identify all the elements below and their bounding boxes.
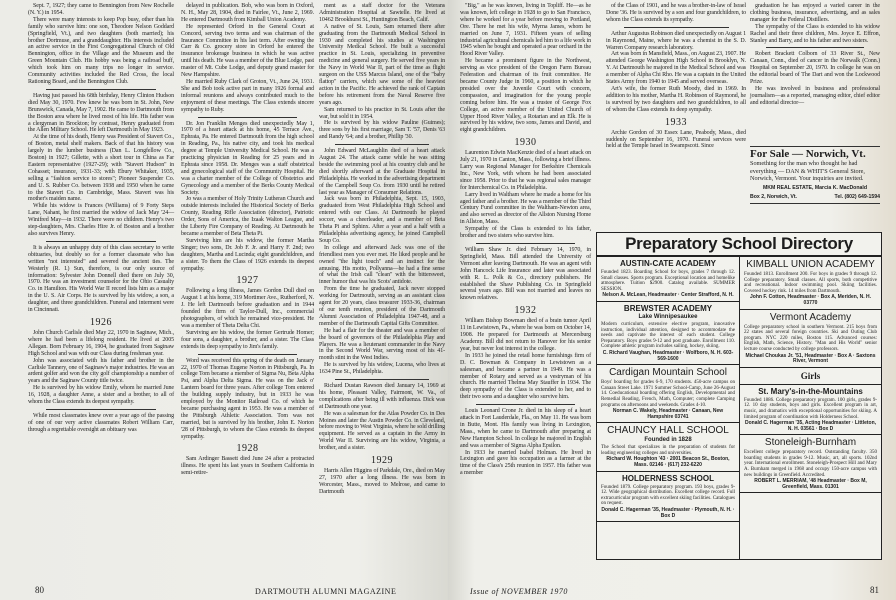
obituary-paragraph: Word was received this spring of the death on January 22, 1970 of Thomas Eugene Norton in Pittsburgh, Pa. In college Tom became a member of Sigma Nu, Beta Alpha Psi, and Alpha Delta Sigma. He was on the Jack o' Lantern board for three years. After college Tom entered the building supply industry, but in 1933 he was employed by the Monitor Railroad Co. of which he became purchasing agent in 1953. He was a member of the Pittsburgh Athletic Association. Tom was not married, but is survived by his brother, John E. Norton '28 of Pittsburgh, to whom the Class extends its deepest sympathy. — [181, 357, 314, 440]
obituary-paragraph: John was associated with his father and brother in the Carlisle Tannery, one of Saginaw's major industries. He was an ardent golfer and won the city golf championship a number of years and the Saginaw County title twice. — [28, 357, 174, 385]
divider-rule — [198, 117, 298, 118]
obituary-paragraph: Jack was born in Philadelphia, Sept. 15, 1903, graduated from West Philadelphia High School and entered with our Class. At Dartmouth he played soccer, was a cheerleader, and a member of Beta Theta Pi and Sphinx. After a year and a half with a Philadelphia advertising agency, he joined Campbell Soup Co. — [319, 196, 445, 244]
obituary-paragraph: William Bishop Bowman died of a brain tumor April 11 in Lewistown, Pa., where he was born on October 14, 1908. He prepared for Dartmouth at Mercersburg Academy. Bill did not return to Hanover for his senior year, but never lost interest in the college. — [460, 318, 591, 352]
school-description: Founded 1886. College preparatory program. 100 girls, grades 9-12. 10 day students, boys and girls. Excellent program in art, music, and dramatics with exceptional opportunities for skiing. A limited program of coordination with Holderness School. — [744, 397, 877, 420]
obituary-paragraph: In 1933 he married Isabel Holman. He lived in Lexington and gave his occupation as a farmer at the time of the Class's 25th reunion in 1957. His father was a member — [460, 449, 591, 477]
school-name: CHAUNCY HALL SCHOOL — [607, 425, 729, 437]
obituary-paragraph: Arthur Augustus Robinson died unexpectedly on August 1 in Raymond, Maine, where he was a chemist in the S. D. Warren Company research laboratory. — [606, 30, 746, 51]
column — [319, 3, 445, 496]
obituary-paragraph: He is survived by his widow Emily, whom he married June 16, 1928, a daughter Anne, a sister and a brother, to all of whom the Class extends its deepest sympathy. — [28, 385, 174, 406]
obituary-paragraph: He is survived by his widow Pauline (Guimes); three sons by his first marriage, Sam T. '57, Denis '63 and Randy '64; and a brother, Phillip '30. — [319, 120, 445, 141]
ad-body: Something for the man who thought he had everything — DAN & WHIT'S General Store, Norwich, Vermont. Your inquiries are invited. — [750, 160, 865, 183]
ad-agent: MKM REAL ESTATE, Marcia K. MacDonald — [762, 184, 868, 191]
school-subtitle: Founded in 1828 — [644, 437, 692, 444]
school-name: AUSTIN-CATE ACADEMY — [620, 259, 716, 268]
column — [181, 3, 314, 477]
school-listing — [740, 257, 881, 310]
divider-rule — [476, 404, 574, 405]
school-subtitle: Lake Winnipesaukee — [638, 313, 698, 320]
school-contact: Norman C. Wakely, Headmaster · Canaan, New Hampshire 03741 — [612, 408, 724, 420]
obituary-paragraph: "Big," as he was known, living in Topliff. He—as he was known, left college in 1928 to go to San Francisco, where he worked for a year before moving to Portland, Ore. There he met his wife, Myrna James, whom he married on June 7, 1931. Fifteen years of selling industrial agricultural chemicals led him to a life work in 1945 when he bought and operated a pear orchard in the Hood River Valley. — [460, 3, 591, 58]
divider-rule — [198, 354, 298, 355]
school-listing — [597, 257, 739, 302]
for-sale-ad — [750, 146, 880, 204]
obituary-paragraph: Louis Leonard Crone Jr. died in his sleep of a heart attack in Fort Lauderdale, Fla., on May 11. He was born in Butte, Mont. His family was living in Lexington, Mass., when he came to Dartmouth after preparing at New Hampton School. In college he majored in English and was a member of Sigma Alpha Epsilon. — [460, 408, 591, 449]
school-contact: Richard W. Houghton '43 · 2001 Beacon St., Boston, Mass. 02146 · (617) 232-6220 — [606, 456, 730, 469]
school-name: St. Mary's-in-the-Mountains — [758, 386, 863, 396]
school-name: Vermont Academy — [769, 311, 852, 323]
obituary-paragraph: He married Ruby Clark of Groton, Vt., June 24, 1931. She and Bob took active part in many 1926 formal and informal reunions and always contributed much to the enjoyment of these meetings. The Class extends sincere sympathy to Ruby. — [181, 78, 314, 113]
obituary-paragraph: Surviving him are his widow, the former Martha Singer; two sons, Dr. Job F. Jr. and Harry F. 2nd; two daughters, Martha and Lucinda; eight grandchildren, and a sister. To them the Class of 1926 extends its deepest sympathy. — [181, 237, 314, 272]
divider-rule — [624, 27, 729, 28]
school-description: College preparatory school in southern Vermont. 215 boys from 22 states and several foreign countries. Ski and Outing Club program. NYC 220 miles, Boston 115. Advanced courses: English, Math, Science, History. "Man and His World" senior lecture course conducted by college professors. — [744, 324, 877, 352]
column — [460, 3, 591, 477]
ad-address: Box 2, Norwich, Vt. — [750, 194, 797, 201]
ad-phone: Tel. (802) 649-1594 — [834, 194, 880, 201]
school-listing — [597, 472, 739, 523]
school-name: KIMBALL UNION ACADEMY — [746, 259, 875, 270]
running-head: Issue of NOVEMBER 1970 — [470, 587, 568, 596]
obituary-paragraph: William Shaw Jr. died February 14, 1970, in Springfield, Mass. Bill attended the University of Vermont after leaving Dartmouth. He was an agent with John Hancock Life Insurance and later was associated with R. L. Polk & Co., directory publishers. He established the Shaw Publishing Co. in Springfield several years ago. Bill was not married and leaves no known relatives. — [460, 247, 591, 302]
school-contact: Michael Choukas Jr. '51, Headmaster · Box A · Saxtons River, Vermont — [745, 352, 876, 365]
class-year-heading: 1929 — [371, 455, 393, 467]
column — [28, 3, 174, 434]
school-name: Cardigan Mountain School — [609, 367, 727, 379]
obituary-paragraph: Richard Dustan Rawson died January 14, 1969 at his home, Pleasant Valley, Fairmont, W. Va., of complications after being ill with influenza. Dick was at Dartmouth one year. — [319, 383, 445, 410]
class-year-heading: 1932 — [514, 305, 537, 317]
school-contact: Nelson A. McLean, Headmaster · Center Strafford, N. H. — [602, 292, 734, 299]
school-contact: Donald C. Hagerman '35, Headmaster · Plymouth, N. H. · Box D — [601, 507, 735, 519]
school-contact: Donald C. Hagerman '35, Acting Headmaster · Littleton, N. H. 03561 · Box D — [744, 420, 877, 432]
running-head: DARTMOUTH ALUMNI MAGAZINE — [255, 587, 397, 596]
obituary-paragraph: While his widow is Frances (Williams) of 9 Forty Steps Lane, Nahant, he first married the widow of Jack May '24—Winifred May—in 1932. There were no children. Henry's two step-daughters, Mrs. Charles Hire Jr. of Boston and a brother also survives Henry. — [28, 203, 174, 237]
school-name: HOLDERNESS SCHOOL — [621, 473, 714, 483]
class-year-heading: 1927 — [236, 275, 259, 287]
obituary-paragraph: There were many interests to keep Pop busy, other than his family who survive him: one son, Theodore Nelson Goddard (Springfield, Vt.), and two daughters (both married); his brother Dortmuse, and a granddaughter. His interests included an active service in the First Congregational Church of Old Bennington, office in the Village and the Museum and the Green Mountain Club. His hobby was being a railroad buff, which took him on many trips no longer in service. Community activities included the Red Cross, the local Rationing Board, and the Bennington Club. — [28, 16, 174, 85]
directory-title: Preparatory School Directory — [597, 233, 881, 257]
obituary-paragraph: Following a long illness, James Gordon Dull died on August 1 at his home, 319 Mortimer Ave., Rutherford, N. J. He left Dartmouth before graduation and in 1944 founded the firm of Taylor-Dull, Inc., commercial photographers, of which he remained vice-president. He was a member of Theta Delta Chi. — [181, 288, 314, 329]
directory-left-column — [597, 257, 740, 559]
divider-rule — [476, 243, 574, 244]
divider-rule — [46, 241, 156, 242]
obituary-paragraph: While most classmates knew over a year ago of the passing of one of our very active classmates Robert William Carr, through a regrettable oversight an obituary was — [28, 412, 174, 433]
obituary-paragraph: It is always an unhappy duty of this class secretary to write obituaries, but doubly so for a former classmate who has written "not interested" and severed the ancient ties. The Westerly (R. I.) Sun, therefore, is our only source of information: Sylvester John Donnell died there on July 30, 1970. He was an investment counselor for the Ohio Casualty Co. in Hamilton. His World War II record lists him as a major in the U. S. Air Corps. He is survived by his widow, a son, a daughter, and three grandchildren. Funeral and interment were in Cincinnati. — [28, 244, 174, 314]
divider-rule — [335, 379, 430, 380]
divider-rule — [46, 409, 156, 410]
school-listing — [740, 310, 881, 368]
class-year-heading: 1928 — [236, 443, 259, 455]
obituary-paragraph: Archie Gordon of 30 Essex Lane, Peabody, Mass., died suddenly on September 16, 1970. Funeral services were held at the Temple Israel in Swampscott. Since — [606, 129, 746, 150]
class-year-heading: 1926 — [90, 316, 112, 328]
school-description: Excellent college preparatory record. Outstanding faculty. 350 boarding students in grades 9-12. Music, art, all sports. 102nd year. International enrollment. Stoneleigh-Prospect Hill and Mary A. Burnham merged in 1968 and occupy 150-acre campus with new buildings in Greenfield. Accredited. — [744, 450, 877, 478]
obituary-paragraph: Robert Brackett Colborn of 33 River St., New Canaan, Conn., died of cancer in the Norwalk (Conn.) Hospital on September 20, 1970. In college he was on the editorial board of The Dart and won the Lockwood Prize. — [750, 51, 880, 86]
obituary-paragraph: A native of St. Louis, Sam returned there after graduating from the Dartmouth Medical School in 1930 and completed his studies at Washington University Medical School. He built a successful practice in St. Louis, specializing in preventive medicine and general surgery. He served five years in the Navy in World War II, part of the time as flight surgeon on the USS Marcus Island, one of the "baby flattop" carriers, which saw some of the heaviest action in the Pacific. He achieved the rank of Captain before his retirement from the Naval Reserve five years ago. — [319, 23, 445, 106]
school-description: The School that specializes in the preparation of students for leading engineering colleges and universities. — [601, 445, 735, 456]
divider-rule — [46, 89, 156, 90]
school-description: Modern curriculum, extensive elective program, innovative instruction, individual attention, designed to accommodate the needs and captivate the interest of each student. College Preparatory. Boys grades 9-12 and post graduate. Enrollment 110. Complete athletic program includes sailing, hockey, skiing. — [601, 321, 735, 350]
obituary-paragraph: He was involved in business and professional journalism—as a reported, managing editor, chief editor and editorial director— — [750, 85, 880, 106]
obituary-paragraph: John Church Carlisle died May 22, 1970 in Saginaw, Mich., where he had been a lifelong resident. He lived at 2005 Allegan. Born February 16, 1904, he graduated from Saginaw High School and was with our Class during freshman year. — [28, 329, 174, 357]
obituary-paragraph: Art's wife, the former Ruth Moody, died in 1969. In addition to his mother, Martha H. Robinson of Raymond, he is survived by two daughters and two grandchildren, to all of whom the Class extends its deep sympathy. — [606, 85, 746, 113]
obituary-paragraph: Sam Ardinger Bassett died June 24 after a protracted illness. He spent his last years in Southern California in semi-retire- — [181, 456, 314, 477]
school-listing — [740, 385, 881, 436]
obituary-paragraph: Sympathy of the Class is extended to his father, brother and two sisters who survive him. — [460, 226, 591, 240]
obituary-paragraph: In 1933 he joined the retail home furnishings firm of D. C. Bowman & Company in Lewistown as a salesman, and became a partner in 1949. He was a member of Rotary and served as a vestryman of his church. He married Thelma May Stauffer in 1934. The deep sympathy of the Class is extended to her, and to their two sons and a daughter who survive him. — [460, 352, 591, 401]
ad-title: For Sale — Norwich, Vt. — [750, 148, 866, 160]
obituary-paragraph: He represented Orford in the General Court at Concord, serving two terms and was chairman of the Insurance Committee in his last term. After owning the Carr & Co. grocery store in Orford he entered the insurance brokerage business in which he was active until his death. He was a member of the Blue Lodge, past master of Mt. Cube Lodge, and deputy grand master for New Hampshire. — [181, 23, 314, 79]
obituary-paragraph: Jo was a member of Holy Trinity Lutheran Church and outside interests included the Historical Society of Berks County, Reading Rifle Association (director), Patriotic Order, Sons of America, the Izaak Walton League, and the Liberty Fire Company of Reading. At Dartmouth he became a member of Beta Theta Pi. — [181, 196, 314, 237]
divider-rule — [335, 144, 430, 145]
obituary-paragraph: Art was born in Mansfield, Mass., on August 23, 1907. He attended George Washington High School in Brooklyn, N. Y. At Dartmouth he majored in the Medical School and was a member of Alpha Chi Rho. He was a captain in the United States Army from 1940 to 1945 and served overseas. — [606, 51, 746, 86]
obituary-paragraph: John Edward McLaughlin died of a heart attack August 24. The attack came while he was sitting beside the swimming pool at his country club and he died shortly afterward at the Graduate Hospital in Philadelphia. He worked in the advertising department of the Campbell Soup Co. from 1930 until he retired last year as Manager of Consumer Relations. — [319, 148, 445, 196]
school-listing — [740, 368, 881, 385]
page-number: 81 — [870, 585, 879, 595]
directory-right-column — [740, 257, 881, 559]
obituary-paragraph: The sympathy of the Class is extended to his widow Rachel and their three children, Mrs. Joyce E. Effron, Stanley and Barry, and to his father and two sisters. — [750, 23, 880, 44]
school-name: Girls — [800, 370, 821, 381]
obituary-paragraph: In college and afterward Jack was one of the friendliest men you ever met. He liked people and he owned "the light touch" and an instinct for the amusing. His motto, Pollyanna—he had a fine sense of what the Irish call "clean" with the bittersweet, inner humor that was his Scots' antidote. — [319, 244, 445, 286]
obituary-paragraph: graduation he has enjoyed a varied career in the clothing business, insurance, advertising, and as sales manager for the Federal Distillers. — [750, 3, 880, 23]
obituary-paragraph: Harris Allen Higgins of Parkdale, Ore., died on May 27, 1970 after a long illness. He was born in Worcester, Mass., moved to Melrose, and came to Dartmouth — [319, 468, 445, 495]
school-listing — [597, 302, 739, 365]
school-listing — [597, 365, 739, 423]
school-description: Founded 1879. College preparatory program. 193 boys, grades 9-12. Wide geographical distribution. Excellent college record. Full extracurricular program with excellent skiing facilities. Catalogues on request. — [601, 484, 735, 507]
obituary-paragraph: Having just passed his 68th birthday, Henry Clinton Hudson died May 30, 1970. Few knew he was born in St. John, New Brunswick, Canada, May 7, 1902. He came to Dartmouth from the Boston area where he lived most of his life. His father was a clergyman in Brockton; by contrast, Henry graduated from the Allen Military School. He left Dartmouth in May 1923. — [28, 92, 174, 134]
obituary-paragraph: of the Class of 1901, and he was a brother-in-law of Israel Done '36. He is survived by a son and four grandchildren, to whom the Class extends its sympathy. — [606, 3, 746, 23]
obituary-paragraph: He is survived by his widow, Lucena, who lives at 1634 Pine St., Philadelphia. — [319, 362, 445, 376]
obituary-paragraph: Larry lived in Waltham where he made a home for his aged father and a brother. He was a member of the Third Century Fund committee in the Waltham-Newton area, and also served as director of the Allston Nursing Home in Allston, Mass. — [460, 191, 591, 226]
obituary-paragraph: He became a prominent figure in the Northwest, serving as vice president of the Oregon Farm Bureau Federation and chairman of its fruit committee. He became County Judge in 1960, a position in which he presided over the Juvenile Court with concern, compassion, and imagination for the young people coming before him. He was a trustee of George Fox College, an active member of the United Church of Upper Hood River Valley, a Rotarian and an Elk. He is survived by his widow, two sons, James and David, and eight grandchildren. — [460, 58, 591, 134]
divider-rule — [766, 47, 864, 48]
column — [606, 3, 746, 150]
obituary-paragraph: He had a flair for the theater and was a member of the board of governors of the Philadelphia Play and Players. He was a lieutenant commander in the Navy in the Second World War, serving most of his 41-month stint in the West Indies. — [319, 327, 445, 362]
obituary-paragraph: ment as a staff doctor for the Veterans Administration Hospital at Sawtelle. He lived at 10462 Brookhurst St., Huntington Beach, Calif. — [319, 3, 445, 23]
obituary-paragraph: Dr. Jon Franklin Menges died unexpectedly May 1, 1970 of a heart attack at his home, 45 Terrace Ave., Ephrata, Pa. He entered Dartmouth from the high school in Reading, Pa., his native city, and took his medical degree at Temple University Medical School. He was a practicing physician in Reading for 25 years and in Ephrata since 1958. Dr. Menges was a staff obstetrical and gynecological staff of the Community Hospital. He was a charter member of the College of Obstetrics and Gynecology and a member of the Berks County Medical Society. — [181, 120, 314, 196]
preparatory-school-directory — [596, 232, 882, 560]
school-contact: John F. Cotton, Headmaster · Box A, Meriden, N. H. 03770 — [750, 294, 871, 306]
obituary-paragraph: Laurenton Edwin MacKenzie died of a heart attack on July 21, 1970 in Canton, Mass., following a brief illness. Larry was Regional Manager for Berkshire Chemicals Inc., New York, with whom he had been associated since 1958. Prior to that he was regional sales manager for Interchemical Co. in Philadelphia. — [460, 150, 591, 191]
obituary-paragraph: delayed in publication. Bob, who was born in Oxford, N. H., May 28, 1904, died in Fairlee, Vt., June 2, 1969. He entered Dartmouth from Kimball Union Academy. — [181, 3, 314, 23]
column — [750, 3, 880, 107]
obituary-paragraph: At the time of his death, Henry was President of Stavert Co., of Boston, metal shelf makers. Back of that his history was largely in the lumber business (Dan L. Longfellow Co., Boston) in 1927; Gillette, with a short tour in China as Far Eastern representative (1927-29); with "Stavert Hudson" in Cohasset; insurance, 1931-33; with Ebury Whitaker, 1935, selling a "fashion service to stores"; Pioneer Suspender Co. and U. S. Rubber Co. between 1938 and 1950 when he came to the Stavert Co. in Cambridge, Mass. Stavert was his mother's maiden name. — [28, 134, 174, 203]
class-year-heading: 1933 — [665, 116, 687, 128]
school-name: Stoneleigh-Burnham — [764, 437, 857, 449]
obituary-paragraph: Surviving are his widow, the former Gertrude Homer; four sons, a daughter, a brother, and a sister. The Class extends its deep sympathy to Jim's family. — [181, 329, 314, 350]
school-description: Founded 1823. Boarding School for boys, grades 7 through 12. Small classes. Sports program. Exceptional location and homelike atmosphere. Tuition $2900. Catalog available. SUMMER SESSION. — [601, 270, 735, 292]
school-contact: C. Richard Vaughan, Headmaster · Wolfboro, N. H. 603-569-1600 — [602, 349, 734, 362]
school-description: Boys' boarding for grades 6-9, 170 students. 450-acre campus on Canaan Street Lake. 1971 Summer School-Camp, June 26-August 14. Coeducational boarding offering English, Developmental and Remedial Reading, French, Math, Computer; complete Camping programs on afternoons and weekends. Grades 4-10. — [601, 380, 735, 408]
school-name: BREWSTER ACADEMY — [623, 303, 713, 313]
obituary-paragraph: Sam returned to his practice in St. Louis after the war, but sold it in 1954. — [319, 106, 445, 120]
class-year-heading: 1930 — [514, 137, 537, 149]
obituary-paragraph: Sept. 7, 1927; they came to Bennington from New Rochelle (N. Y.) in 1954. — [28, 3, 174, 16]
school-listing — [597, 423, 739, 471]
page-number: 80 — [35, 585, 44, 595]
obituary-paragraph: He was a salesman for the Atlas Powder Co. in Des Moines and later the Austin Powder Co. in Cleveland, before moving to West Virginia, where he sold drilling equipment. He served as a captain in the Army in World War II. Surviving are his widow, Virginia, a brother, and a sister. — [319, 410, 445, 452]
school-contact: ROBERT L. MERRIAM, '48 Headmaster · Box M, Greenfield, Mass. 01301 — [754, 478, 867, 490]
school-listing — [740, 435, 881, 493]
school-description: Founded 1813. Enrollment 200. For boys in grades 9 through 12. College preparatory. Small classes. All sports, both competitive and recreational. Indoor swimming pool. Skiing facilities. Covered hockey rink. 14 miles from Dartmouth. — [744, 272, 877, 294]
obituary-paragraph: From the time he graduated, Jack never stopped working for Dartmouth, serving as an assistant class agent for 20 years, class treasurer 1933-36, chairman of our tenth reunion, president of the Dartmouth Alumni Association of Philadelphia 1947-48, and a member of the Dartmouth Capital Gifts Committee. — [319, 286, 445, 327]
